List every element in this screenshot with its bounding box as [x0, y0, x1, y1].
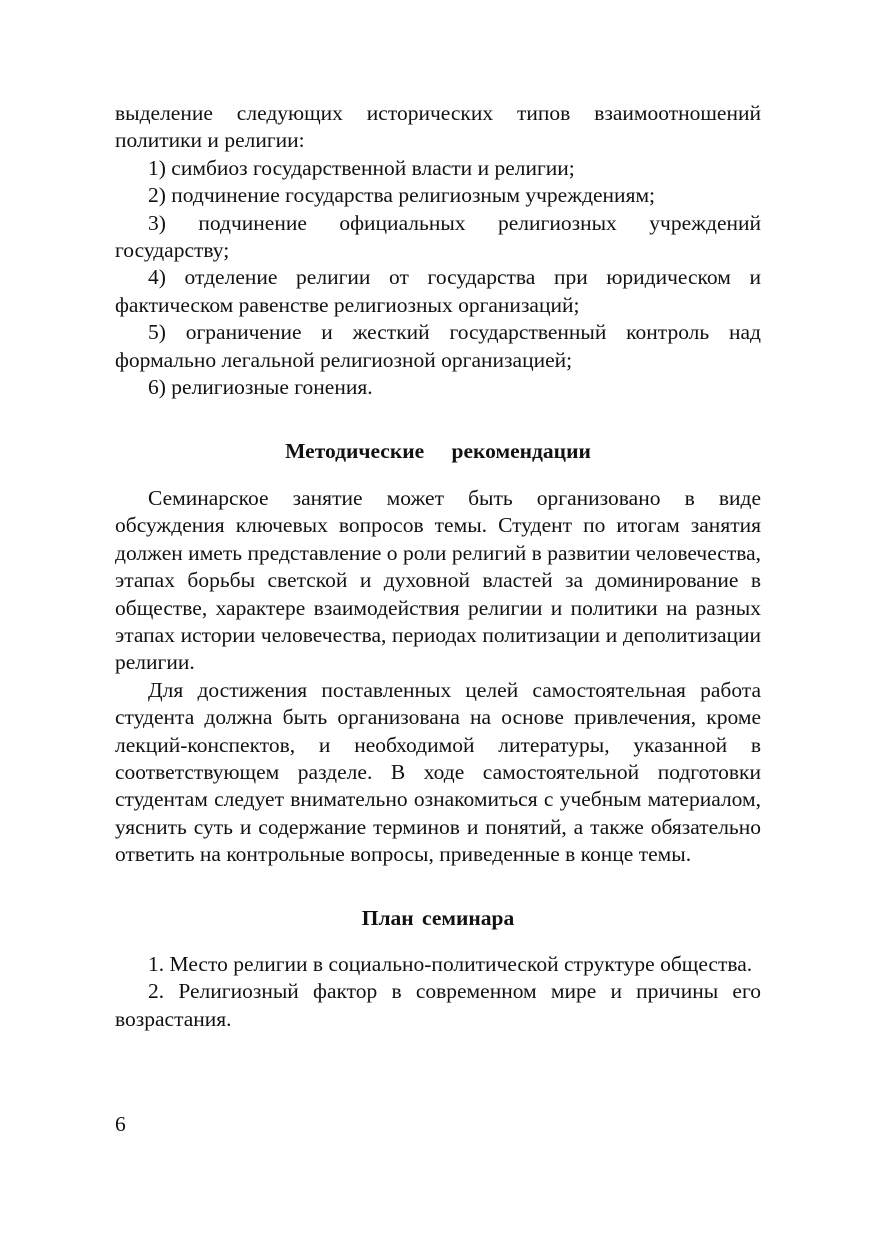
methods-paragraph: Семинарское занятие может быть организовано в виде обсуждения ключевых вопросов темы. Студент по итогам занятия должен иметь представление о роли религий в развитии человечества, этапах борьбы светской и духовной властей за доминирование в обществе, характере взаимодействия религии и политики на разных этапах истории человечества, периодах политизации и деполитизации религии. — [115, 485, 761, 675]
page-number: 6 — [115, 1112, 126, 1136]
methods-paragraph: Для достижения поставленных целей самостоятельная работа студента должна быть организована на основе привлечения, кроме лекций-конспектов, и необходимой литературы, указанной в соответствующем разделе. В ходе самостоятельной подготовки студентам следует внимательно ознакомиться с учебным материалом, уяснить суть и содержание терминов и понятий, а также обязательно ответить на контрольные вопросы, приведенные в конце темы. — [115, 677, 761, 867]
page-body — [115, 100, 761, 1033]
historical-type-item: 4) отделение религии от государства при юридическом и фактическом равенстве религиозных организаций; — [115, 265, 761, 317]
intro-lead-paragraph: выделение следующих исторических типов взаимоотношений политики и религии: — [115, 101, 761, 153]
seminar-plan-heading: План семинара — [361, 905, 515, 930]
historical-type-item: 5) ограничение и жесткий государственный контроль над формально легальной религиозной организацией; — [115, 320, 761, 372]
historical-type-item: 6) религиозные гонения. — [148, 375, 373, 400]
historical-type-item: 1) симбиоз государственной власти и религии; — [148, 155, 575, 180]
seminar-plan-item: 2. Религиозный фактор в современном мире и причины его возрастания. — [115, 979, 761, 1031]
historical-type-item: 2) подчинение государства религиозным учреждениям; — [148, 183, 656, 208]
historical-type-item: 3) подчинение официальных религиозных учреждений государству; — [115, 210, 761, 263]
methods-heading: Методические рекомендации — [285, 439, 591, 464]
seminar-plan-item: 1. Место религии в социально-политической структуре общества. — [148, 951, 753, 976]
